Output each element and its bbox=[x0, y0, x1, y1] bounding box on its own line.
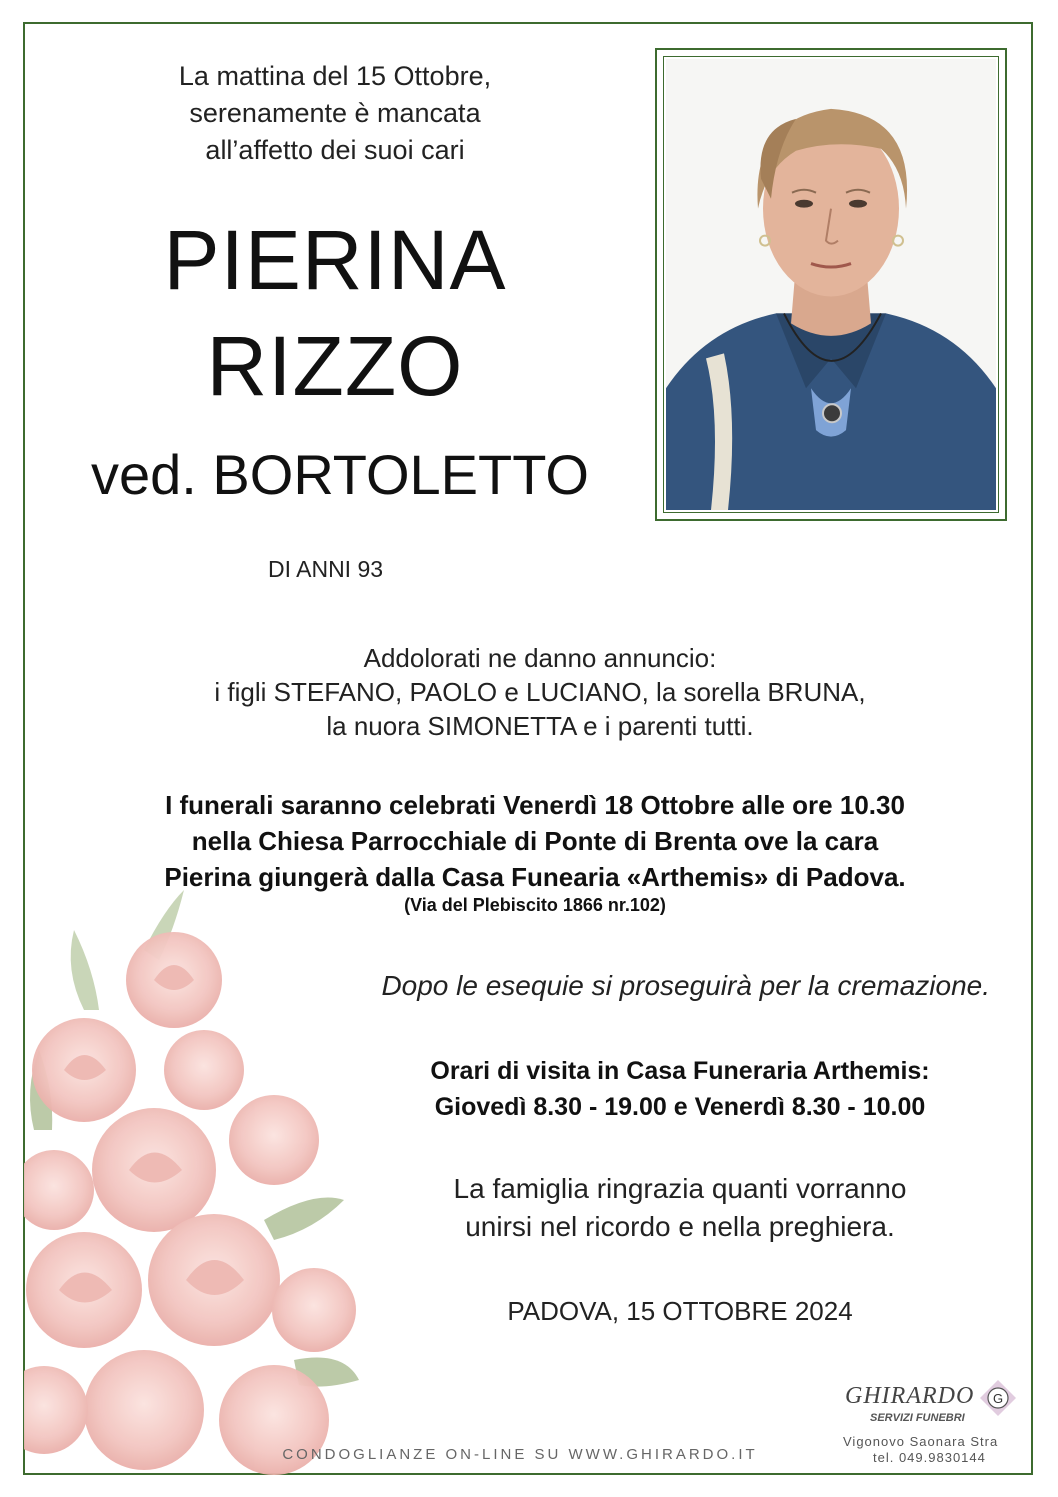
portrait-photo-inner-border bbox=[663, 56, 999, 513]
portrait-photo-frame bbox=[655, 48, 1007, 521]
dateline: PADOVA, 15 OTTOBRE 2024 bbox=[507, 1296, 853, 1326]
deceased-widow-of: ved. BORTOLETTO bbox=[91, 443, 589, 506]
visiting-hours-line-2: Giovedì 8.30 - 19.00 e Venerdì 8.30 - 10.00 bbox=[434, 1093, 926, 1121]
cremation-note: Dopo le esequie si proseguirà per la cremazione. bbox=[381, 970, 990, 1001]
deceased-age: DI ANNI 93 bbox=[268, 556, 384, 582]
intro-line-2: serenamente è mancata bbox=[189, 98, 481, 128]
visiting-hours bbox=[380, 1053, 980, 1125]
announcement-line-2: i figli STEFANO, PAOLO e LUCIANO, la sorella BRUNA, bbox=[214, 677, 866, 707]
funeral-home-logo-name: GHIRARDO bbox=[845, 1383, 975, 1409]
funeral-home-logo-subtitle: SERVIZI FUNEBRI bbox=[870, 1412, 965, 1424]
intro-text bbox=[90, 58, 580, 169]
announcement-line-3: la nuora SIMONETTA e i parenti tutti. bbox=[326, 711, 754, 741]
funeral-line-3: Pierina giungerà dalla Casa Funearia «Arthemis» di Padova. bbox=[164, 862, 906, 892]
funeral-line-1: I funerali saranno celebrati Venerdì 18 Ottobre alle ore 10.30 bbox=[165, 790, 905, 820]
diamond-g-logo-icon bbox=[978, 1378, 1018, 1418]
deceased-first-name: PIERINA bbox=[163, 213, 507, 307]
announcement-text bbox=[120, 641, 960, 743]
intro-line-1: La mattina del 15 Ottobre, bbox=[178, 61, 492, 91]
logo-mark-letter: G bbox=[992, 1391, 1004, 1406]
funeral-details bbox=[60, 787, 1010, 895]
funeral-address: (Via del Plebiscito 1866 nr.102) bbox=[404, 895, 666, 915]
funeral-home-phone: tel. 049.9830144 bbox=[873, 1450, 986, 1465]
pink-roses-decoration bbox=[24, 890, 364, 1475]
portrait-photo bbox=[666, 59, 996, 510]
condolences-website-link[interactable]: CONDOGLIANZE ON-LINE SU WWW.GHIRARDO.IT bbox=[282, 1446, 758, 1463]
visiting-hours-line-1: Orari di visita in Casa Funeraria Arthemis: bbox=[430, 1057, 930, 1085]
deceased-last-name: RIZZO bbox=[206, 319, 464, 413]
announcement-line-1: Addolorati ne danno annuncio: bbox=[363, 643, 717, 673]
funeral-home-towns: Vigonovo Saonara Stra bbox=[843, 1434, 999, 1449]
thanks-line-1: La famiglia ringrazia quanti vorranno bbox=[453, 1173, 907, 1204]
thanks-line-2: unirsi nel ricordo e nella preghiera. bbox=[465, 1211, 895, 1242]
thanks-text bbox=[380, 1170, 980, 1246]
intro-line-3: all’affetto dei suoi cari bbox=[205, 135, 465, 165]
funeral-line-2: nella Chiesa Parrocchiale di Ponte di Brenta ove la cara bbox=[191, 826, 879, 856]
